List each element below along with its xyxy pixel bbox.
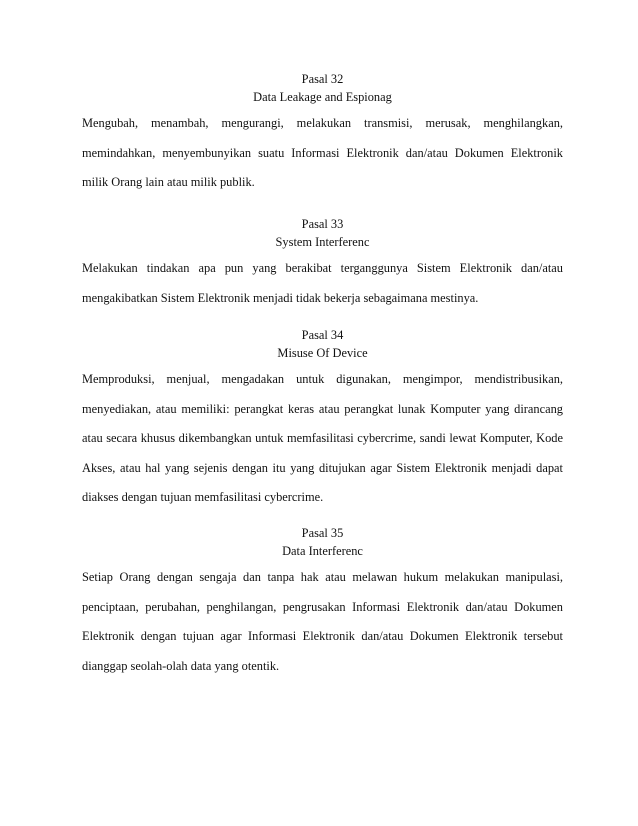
pasal-33-heading: Pasal 33 [301,217,344,231]
pasal-35-section [82,524,563,681]
pasal-32-heading: Pasal 32 [301,72,344,86]
pasal-32-section [82,70,563,198]
pasal-32-body: Mengubah, menambah, mengurangi, melakukan transmisi, merusak, menghilangkan, memindahkan, menyembunyikan suatu Informasi Elektronik dan/atau Dokumen Elektronik milik Orang lain atau milik publik. [82,116,563,190]
pasal-33-title: System Interferenc [275,235,370,249]
pasal-35-heading: Pasal 35 [301,526,344,540]
pasal-34-section [82,326,563,513]
pasal-34-heading: Pasal 34 [301,328,344,342]
pasal-32-title: Data Leakage and Espionag [253,90,392,104]
pasal-34-body: Memproduksi, menjual, mengadakan untuk digunakan, mengimpor, mendistribusikan, menyediakan, atau memiliki: perangkat keras atau perangkat lunak Komputer yang dirancang atau secara khusus dikembangkan untuk memfasilitasi cybercrime, sandi lewat Komputer, Kode Akses, atau hal yang sejenis dengan itu yang ditujukan agar Sistem Elektronik menjadi dapat diakses dengan tujuan memfasilitasi cybercrime. [82,372,563,505]
pasal-33-body: Melakukan tindakan apa pun yang berakibat terganggunya Sistem Elektronik dan/atau mengakibatkan Sistem Elektronik menjadi tidak bekerja sebagaimana mestinya. [82,261,563,305]
pasal-35-title: Data Interferenc [282,544,363,558]
pasal-34-title: Misuse Of Device [277,346,368,360]
pasal-35-body: Setiap Orang dengan sengaja dan tanpa hak atau melawan hukum melakukan manipulasi, penciptaan, perubahan, penghilangan, pengrusakan Informasi Elektronik dan/atau Dokumen Elektronik dengan tujuan agar Informasi Elektronik dan/atau Dokumen Elektronik tersebut dianggap seolah-olah data yang otentik. [82,570,563,673]
pasal-33-section [82,215,563,313]
